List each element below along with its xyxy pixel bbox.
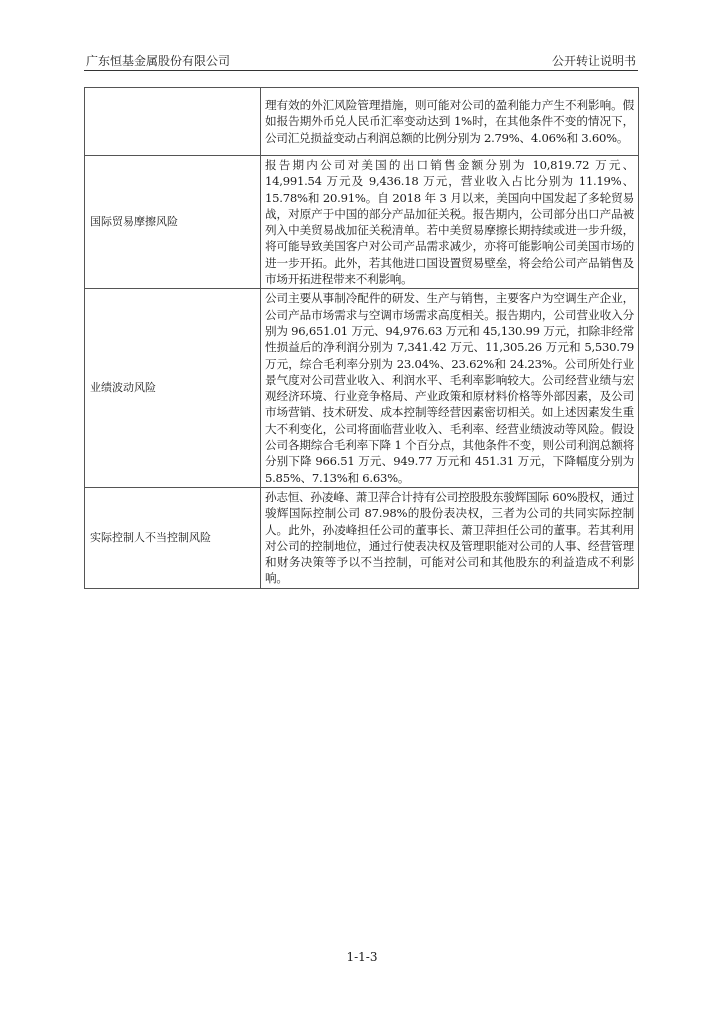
risk-description: 理有效的外汇风险管理措施，则可能对公司的盈利能力产生不利影响。假如报告期外币兑人民币汇率变动达到 1%时，在其他条件不变的情况下，公司汇兑损益变动占利润总额的比例分别为 2.79%、4.06%和 3.60%。 [261,88,639,156]
page-header [84,52,638,71]
risk-name: 业绩波动风险 [85,289,261,488]
risk-table [84,87,639,589]
table-row [85,156,639,289]
risk-name: 国际贸易摩擦风险 [85,156,261,289]
document-title: 公开转让说明书 [551,54,636,68]
company-name: 广东恒基金属股份有限公司 [86,54,231,68]
table-row [85,289,639,488]
risk-name [85,88,261,156]
page-number: 1-1-3 [346,950,378,964]
risk-description: 报告期内公司对美国的出口销售金额分别为 10,819.72 万元、14,991.54 万元及 9,436.18 万元，营业收入占比分别为 11.19%、15.78%和 20.91%。自 2018 年 3 月以来，美国向中国发起了多轮贸易战，对原产于中国的部分产品加征关税。报告期内，公司部分出口产品被列入中美贸易战加征关税清单。若中美贸易摩擦长期持续或进一步升级，将可能导致美国客户对公司产品需求减少，亦将可能影响公司美国市场的进一步开拓。此外，若其他进口国设置贸易壁垒，将会给公司产品销售及市场开拓进程带来不利影响。 [261,156,639,289]
table-row [85,487,639,588]
risk-description: 公司主要从事制冷配件的研发、生产与销售，主要客户为空调生产企业，公司产品市场需求与空调市场需求高度相关。报告期内，公司营业收入分别为 96,651.01 万元、94,976.63 万元和 45,130.99 万元，扣除非经常性损益后的净利润分别为 7,341.42 万元、11,305.26 万元和 5,530.79 万元，综合毛利率分别为 23.04%、23.62%和 24.23%。公司所处行业景气度对公司营业收入、利润水平、毛利率影响较大。公司经营业绩与宏观经济环境、行业竞争格局、产业政策和原材料价格等外部因素，及公司市场营销、技术研发、成本控制等经营因素密切相关。如上述因素发生重大不利变化，公司将面临营业收入、毛利率、经营业绩波动等风险。假设公司各期综合毛利率下降 1 个百分点，其他条件不变，则公司利润总额将分别下降 966.51 万元、949.77 万元和 451.31 万元，下降幅度分别为 5.85%、7.13%和 6.63%。 [261,289,639,488]
risk-name: 实际控制人不当控制风险 [85,487,261,588]
risk-description: 孙志恒、孙凌峰、萧卫萍合计持有公司控股股东骏辉国际 60%股权，通过骏辉国际控制公司 87.98%的股份表决权，三者为公司的共同实际控制人。此外，孙凌峰担任公司的董事长、萧卫萍担任公司的董事。若其利用对公司的控制地位，通过行使表决权及管理职能对公司的人事、经营管理和财务决策等予以不当控制，可能对公司和其他股东的利益造成不利影响。 [261,487,639,588]
table-row [85,88,639,156]
